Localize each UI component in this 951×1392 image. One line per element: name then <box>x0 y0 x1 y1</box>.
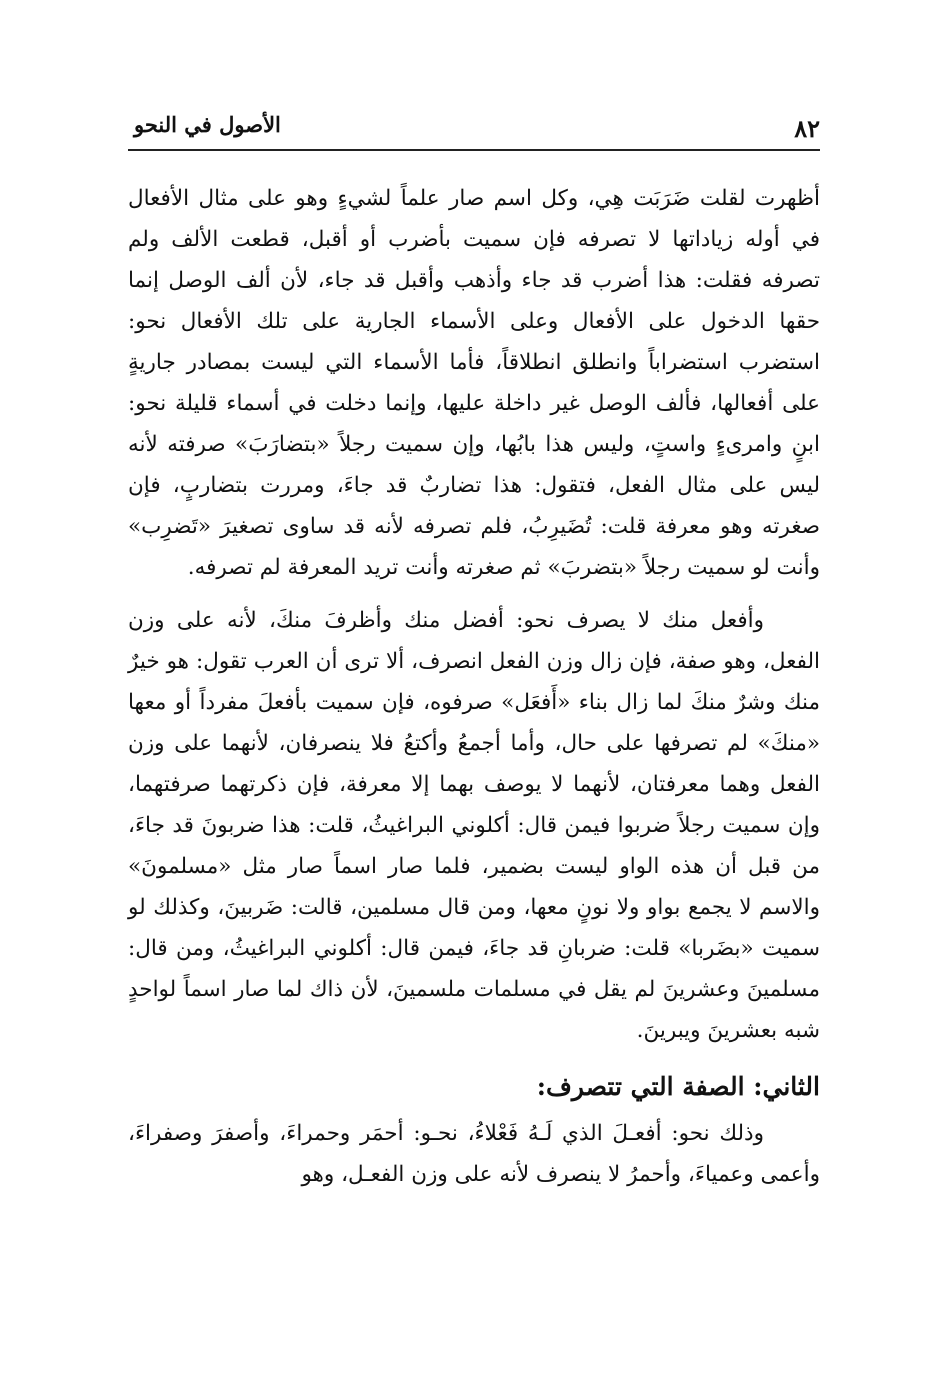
paragraph-2: وأفعل منك لا يصرف نحو: أفضل منك وأظرفَ منكَ، لأنه على وزن الفعل، وهو صفة، فإن زال وزن الفعل انصرف، ألا ترى أن العرب تقول: هو خيرٌ منك وشرٌ منكَ لما زال بناء «أَفعَل» صرفوه، فإن سميت بأفعلَ مفرداً أو معها «منكَ» لم تصرفها على حال، وأما أجمعُ وأكتعُ فلا ينصرفان، لأنهما على وزن الفعل وهما معرفتان، لأنهما لا يوصف بهما إلا معرفة، فإن ذكرتهما صرفتهما، وإن سميت رجلاً ضربوا فيمن قال: أكلوني البراغيثُ، قلت: هذا ضربونَ قد جاءَ، من قبل أن هذه الواو ليست بضمير، فلما صار اسماً صار مثل «مسلمونَ» والاسم لا يجمع بواو ولا نونٍ معها، ومن قال مسلمين، قالت: ضَربينَ، وكذلك لو سميت «بضَربا» قلت: ضربانِ قد جاءَ، فيمن قال: أكلوني البراغيثُ، ومن قال: مسلمينَ وعشرينَ لم يقل في مسلمات ملسمينَ، لأن ذاك لما صار اسماً لواحدٍ شبه بعشرينَ ويبرينَ. <box>128 608 820 1043</box>
section-heading: الثاني: الصفة التي تتصرف: <box>536 1072 820 1101</box>
page-header <box>128 112 820 146</box>
page-body <box>128 178 820 1195</box>
header-divider <box>128 149 820 151</box>
paragraph-3: وذلك نحو: أفعـلَ الذي لَـهُ فَعْلاءُ، نحـو: أحمَر وحمراءَ، وأصفرَ وصفراءَ، وأعمى وعمياءَ، وأحمرُ لا ينصرف لأنه على وزن الفعـل، وهو <box>128 1121 820 1187</box>
paragraph-1: أظهرت لقلت ضَرَبَت هِي، وكل اسم صار علماً لشيءٍ وهو على مثال الأفعال في أوله زياداتها لا تصرفه فإن سميت بأضرب أو أقبل، قطعت الألف ولم تصرفه فقلت: هذا أضرب قد جاء وأذهب وأقبل قد جاء، لأن ألف الوصل إنما حقها الدخول على الأفعال وعلى الأسماء الجارية على تلك الأفعال نحو: استضرب استضراباً وانطلق انطلاقاً، فأما الأسماء التي ليست بمصادر جاريةٍ على أفعالها، فألف الوصل غير داخلة عليها، وإنما دخلت في أسماء قليلة نحو: ابنٍ وامرىءٍ واستٍ، وليس هذا بابُها، وإن سميت رجلاً «بتضارَبَ» صرفته لأنه ليس على مثال الفعل، فتقول: هذا تضاربٌ قد جاءَ، ومررت بتضاربٍ، فإن صغرته وهو معرفة قلت: تُضَيرِبُ، فلم تصرفه لأنه قد ساوى تصغيرَ «تَضرِب» وأنت لو سميت رجلاً «بتضربَ» ثم صغرته وأنت تريد المعرفة لم تصرفه. <box>128 186 820 580</box>
running-title: الأصول في النحو <box>134 112 281 137</box>
page-number: ٨٢ <box>794 114 820 143</box>
